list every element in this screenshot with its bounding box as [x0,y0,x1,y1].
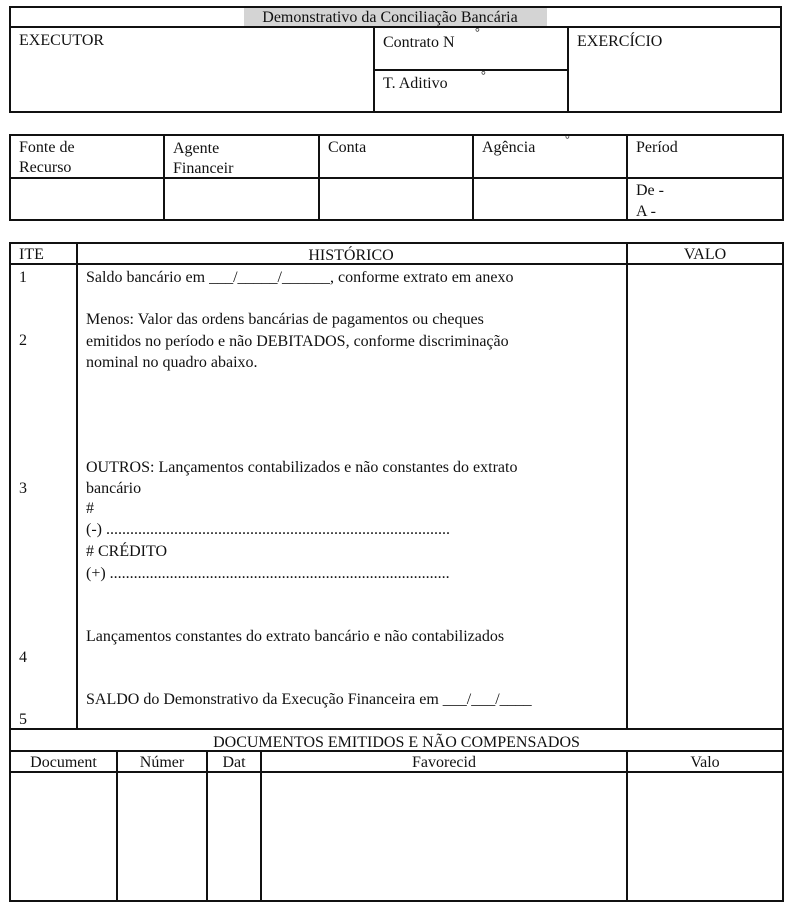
item-text: SALDO do Demonstrativo da Execução Financeira em ___/___/____ [86,691,532,708]
agente-label-1: Agente [173,140,220,157]
periodo-label: Períod [636,139,678,156]
form-title: Demonstrativo da Conciliação Bancária [262,9,518,26]
col-item-header: ITE [19,246,44,263]
doc-col-valor: Valo [690,754,720,771]
fonte-label-1: Fonte de [19,139,75,156]
info-divider-2 [318,134,320,221]
info-divider-3 [472,134,474,221]
doc-col-data: Dat [222,754,246,771]
history-item-divider [76,242,78,729]
col-historico-header: HISTÓRICO [308,247,394,264]
fonte-label-2: Recurso [19,159,72,176]
history-value-divider [626,242,628,729]
header-contrato-line [373,69,568,71]
periodo-a: A - [636,203,656,220]
exercicio-label: EXERCÍCIO [577,33,663,50]
item-text: Menos: Valor das ordens bancárias de pagamentos ou cheques [86,311,484,328]
conta-label: Conta [328,139,367,156]
history-bottom-line [9,728,784,730]
info-divider-4 [626,134,628,221]
item-text: (-) ...................................................................................... [86,521,450,538]
info-divider-1 [163,134,165,221]
item-text: nominal no quadro abaixo. [86,354,258,371]
agente-label-2: Financeir [173,160,234,177]
col-valor-header: VALO [683,246,727,263]
item-number: 3 [19,480,27,497]
doc-col-documento: Document [30,754,97,771]
item-number: 4 [19,649,27,666]
agencia-label: Agência [482,139,536,156]
contrato-degree: ° [475,25,480,39]
contrato-label: Contrato N [383,34,455,51]
header-frame [9,6,782,113]
header-title-line [9,26,782,28]
periodo-de: De - [636,182,664,199]
item-text: Lançamentos constantes do extrato bancário e não contabilizados [86,628,505,645]
info-mid-line [9,177,784,179]
agencia-degree: ° [565,132,570,146]
item-number: 2 [19,332,27,349]
item-text: Saldo bancário em ___/_____/______, conforme extrato em anexo [86,269,514,286]
documents-title: DOCUMENTOS EMITIDOS E NÃO COMPENSADOS [213,734,580,751]
item-number: 5 [19,711,27,728]
doc-col-numero: Númer [139,754,185,771]
aditivo-degree: ° [481,68,486,82]
aditivo-label: T. Aditivo [383,75,448,92]
executor-label: EXECUTOR [19,32,105,49]
item-number: 1 [19,269,27,286]
item-text: # CRÉDITO [86,543,168,560]
item-text: OUTROS: Lançamentos contabilizados e não constantes do extrato [86,459,518,476]
item-text: (+) ..................................................................................... [86,565,450,582]
item-text: bancário [86,480,142,497]
item-text: # [86,500,94,517]
doc-col-favorecido: Favorecid [412,754,476,771]
item-text: emitidos no período e não DEBITADOS, conforme discriminação [86,333,509,350]
